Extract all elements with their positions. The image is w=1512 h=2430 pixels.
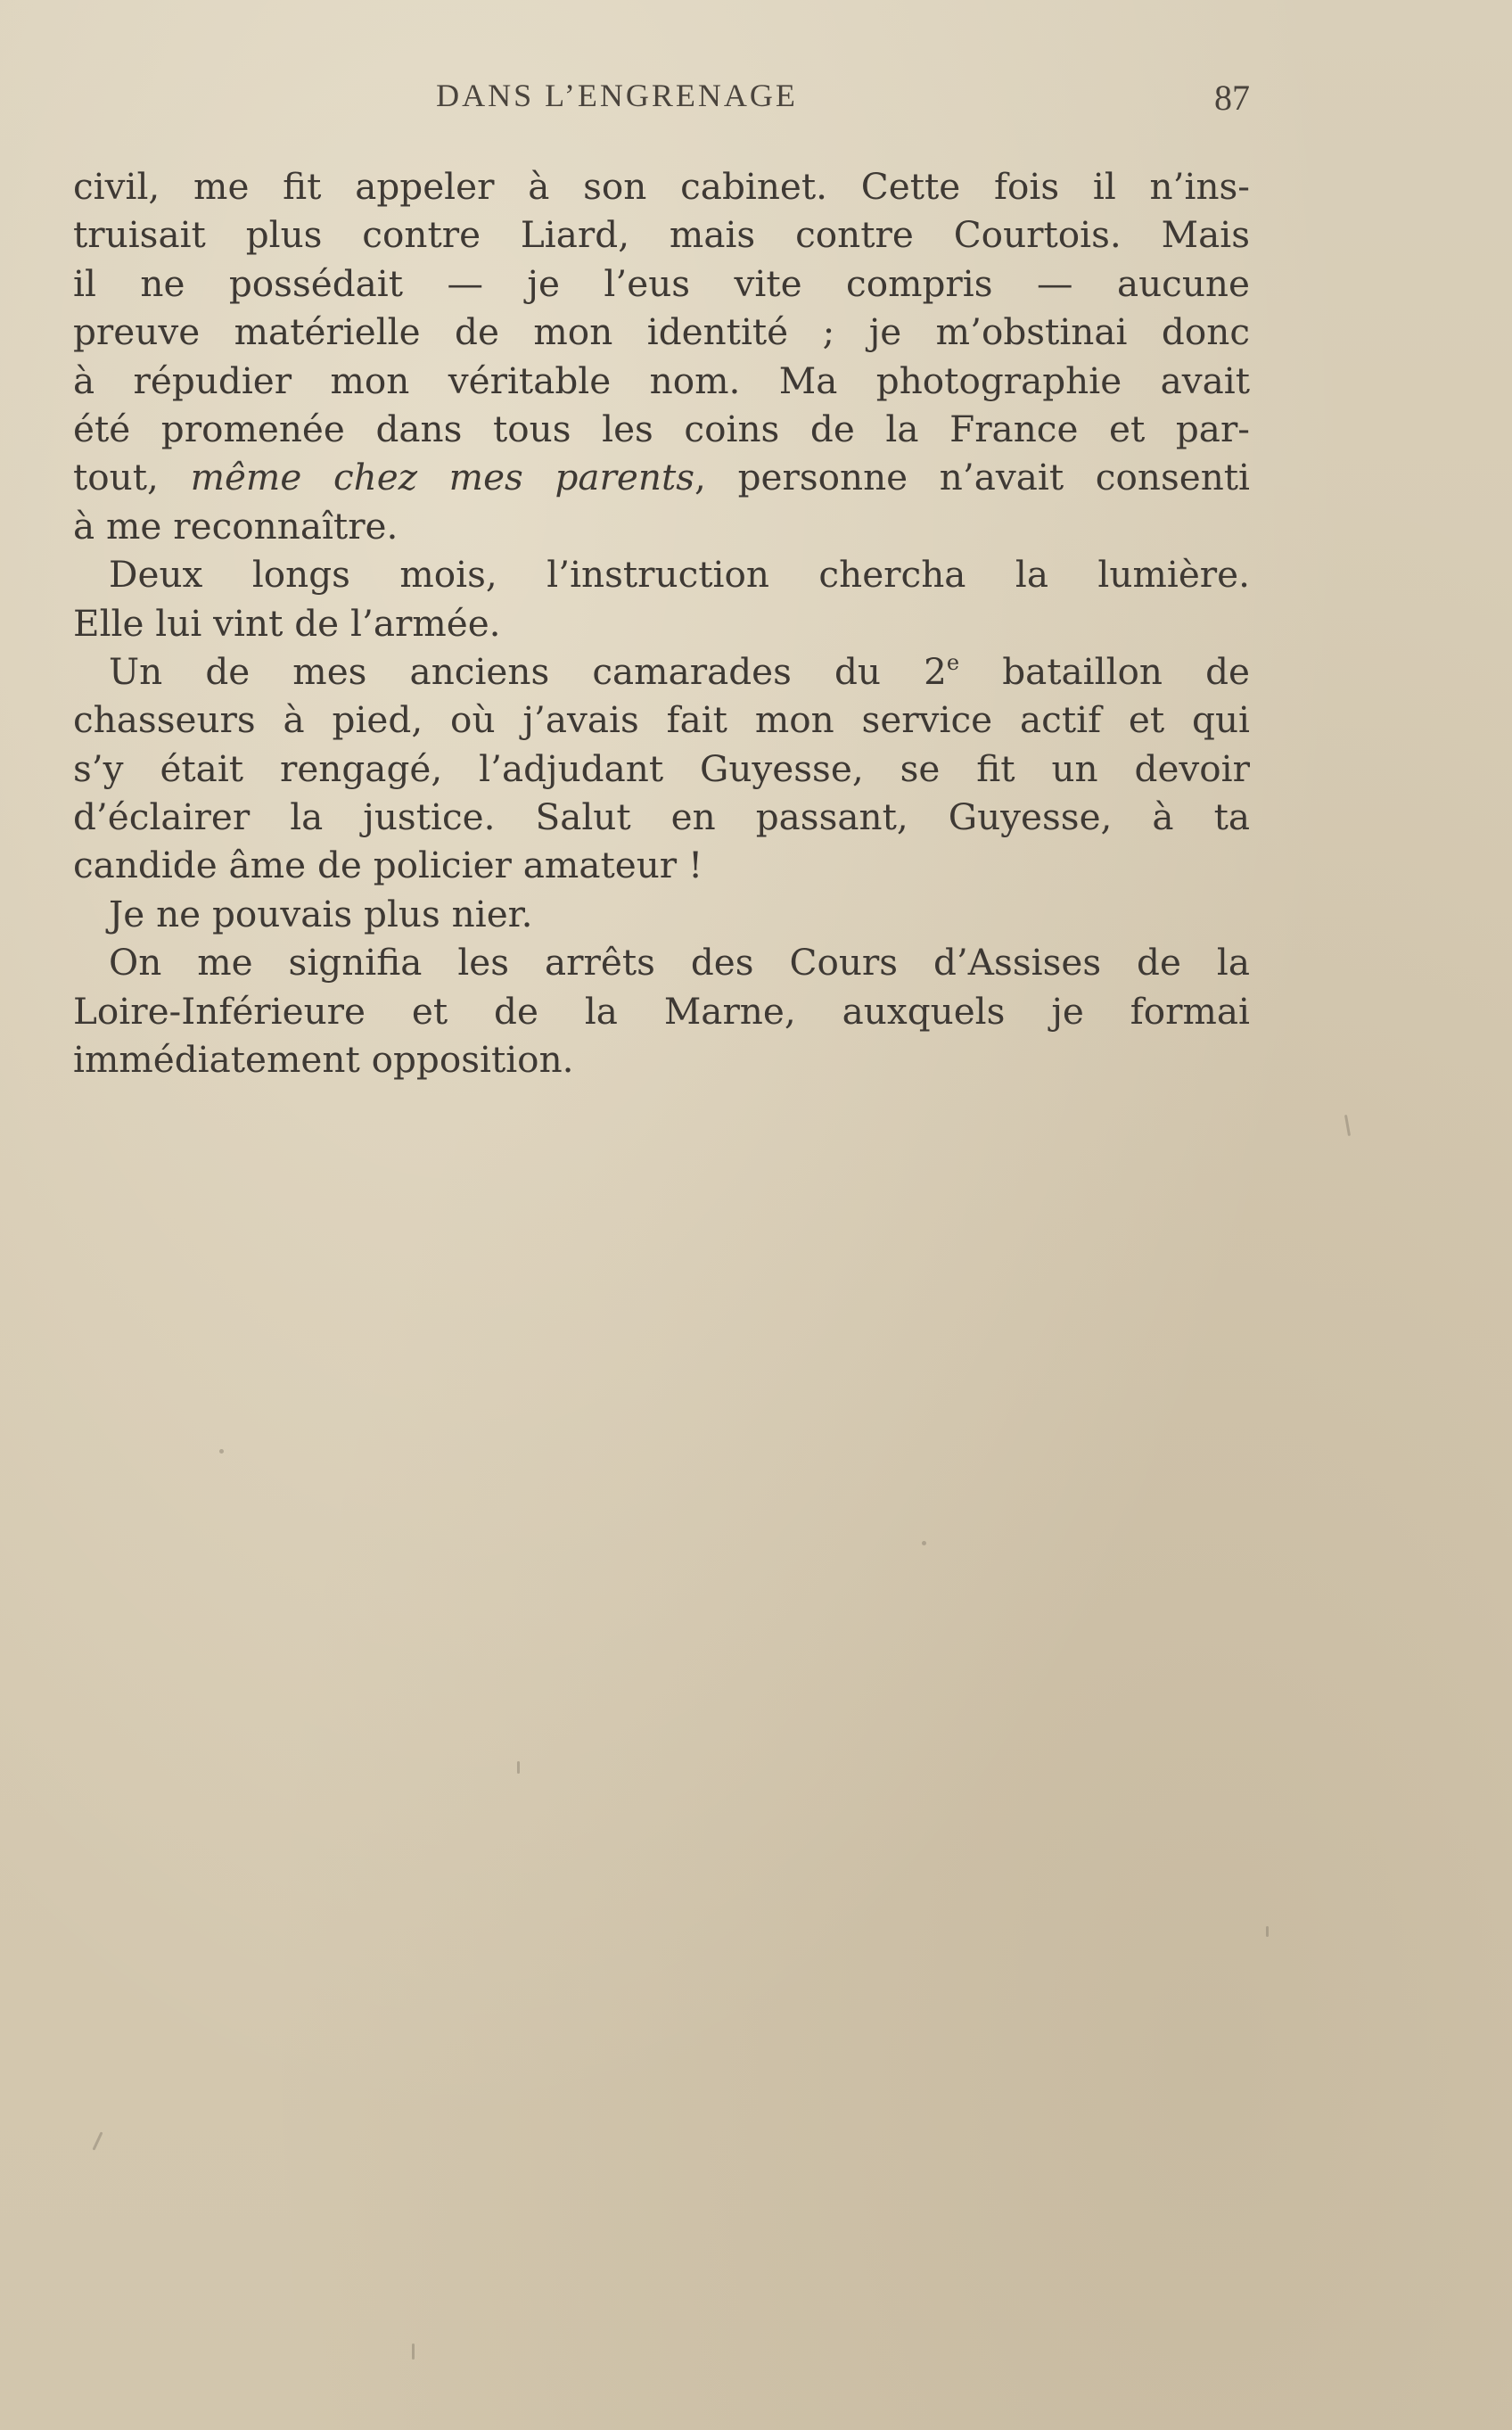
page-number: 87 [1214, 78, 1250, 118]
text-line: immédiatement opposition. [73, 1038, 574, 1082]
line-segment: bataillon de [959, 649, 1250, 693]
paper-speck [412, 2344, 415, 2360]
line-segment: Un de mes anciens camarades du 2 [109, 649, 947, 693]
text-line: civil, me fit appeler à son cabinet. Cette fois il n’ins- [73, 165, 1250, 208]
paragraph-first-line: Deux longs mois, l’instruction chercha la lumière. [109, 553, 1250, 597]
paper-speck [517, 1761, 520, 1774]
paper-speck [1266, 1926, 1269, 1937]
text-line: preuve matérielle de mon identité ; je m’obstinai donc [73, 310, 1250, 354]
text-line: chasseurs à pied, où j’avais fait mon service actif et qui [73, 698, 1250, 742]
text-line: à répudier mon véritable nom. Ma photographie avait [73, 358, 1250, 402]
text-line-with-italic [73, 453, 1250, 501]
paragraph-first-line: On me signifia les arrêts des Cours d’Assises de la [109, 941, 1250, 984]
text-line: candide âme de policier amateur ! [73, 844, 703, 887]
paragraph-first-line-with-superscript [73, 647, 1250, 696]
text-line: d’éclairer la justice. Salut en passant, Guyesse, à ta [73, 795, 1250, 839]
italic-phrase: même chez mes parents [190, 456, 695, 499]
text-line: il ne possédait — je l’eus vite compris — aucune [73, 261, 1250, 305]
text-line: Loire-Inférieure et de la Marne, auxquels je formai [73, 989, 1250, 1033]
superscript: e [946, 649, 960, 675]
text-line: truisait plus contre Liard, mais contre Courtois. Mais [73, 213, 1250, 257]
paper-speck [92, 2131, 103, 2150]
line-segment: , personne n’avait consenti [694, 456, 1251, 499]
line-segment: tout, [73, 456, 159, 499]
text-line: été promenée dans tous les coins de la France et par- [73, 407, 1250, 450]
paper-speck [1344, 1115, 1351, 1136]
text-line: s’y était rengagé, l’adjudant Guyesse, se fit un devoir [73, 746, 1250, 790]
running-head [73, 77, 1250, 121]
paragraph-first-line: Je ne pouvais plus nier. [109, 892, 533, 935]
text-line: Elle lui vint de l’armée. [73, 601, 501, 645]
text-line: à me reconnaître. [73, 504, 399, 548]
paper-speck [219, 1449, 224, 1454]
running-title: DANS L’ENGRENAGE [436, 78, 798, 113]
body-text [73, 162, 1250, 1083]
paper-speck [922, 1541, 926, 1545]
